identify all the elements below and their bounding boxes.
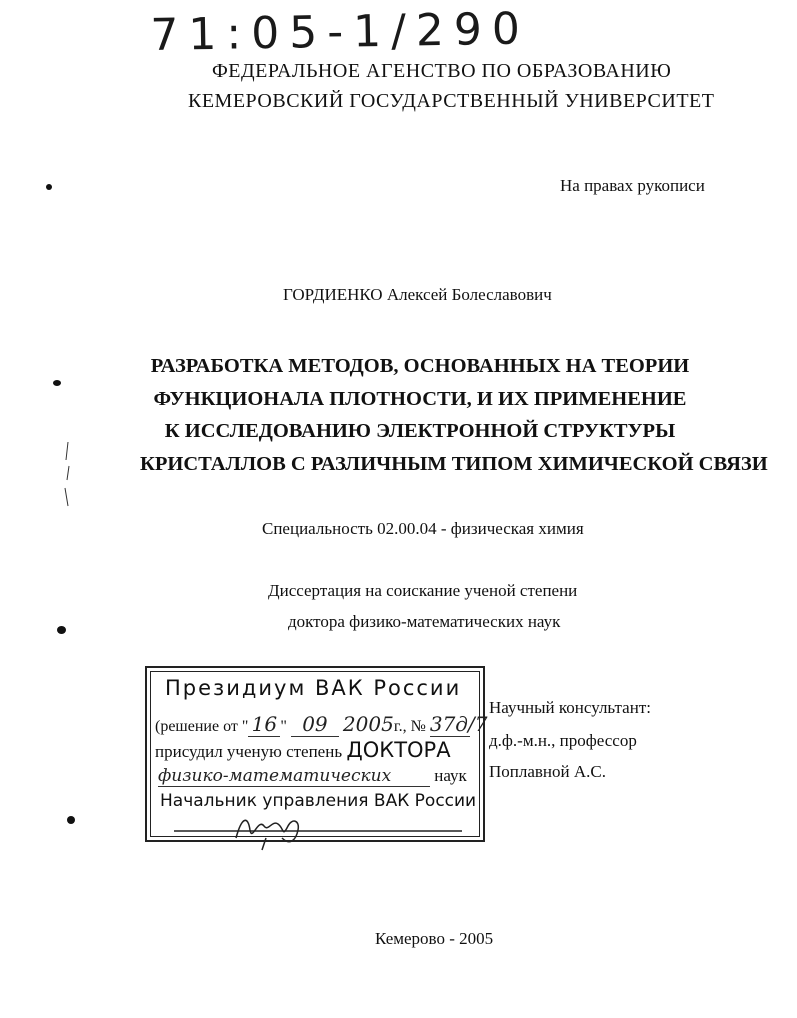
title-line: К ИССЛЕДОВАНИЮ ЭЛЕКТРОННОЙ СТРУКТУРЫ — [164, 420, 676, 442]
stamp-decision-line — [155, 712, 488, 737]
awarded-field: физико-математических — [158, 766, 430, 787]
dissertation-title — [140, 350, 768, 480]
decision-number: 37д/7 — [429, 712, 488, 736]
consultant-name: Поплавной А.С. — [489, 762, 606, 781]
decision-year-suffix: г., № — [393, 718, 426, 735]
decision-quote: " — [280, 718, 287, 735]
signature-icon — [170, 808, 470, 852]
handwritten-number: 71:05-1/290 — [150, 3, 531, 61]
stamp-chief: Начальник управления ВАК России — [160, 791, 477, 811]
scan-speck — [67, 816, 75, 824]
city-year: Кемерово - 2005 — [375, 929, 494, 948]
decision-day: 16 — [248, 712, 280, 737]
title-line: РАЗРАБОТКА МЕТОДОВ, ОСНОВАННЫХ НА ТЕОРИИ — [150, 355, 690, 377]
scan-speck — [53, 380, 61, 386]
dissertation-degree-line2: доктора физико-математических наук — [288, 612, 561, 631]
field-suffix: наук — [434, 766, 467, 785]
university-name: КЕМЕРОВСКИЙ ГОСУДАРСТВЕННЫЙ УНИВЕРСИТЕТ — [188, 90, 715, 112]
consultant-label: Научный консультант: — [489, 698, 651, 717]
decision-year: 2005 — [342, 712, 394, 736]
title-line: ФУНКЦИОНАЛА ПЛОТНОСТИ, И ИХ ПРИМЕНЕНИЕ — [153, 387, 687, 410]
specialty: Специальность 02.00.04 - физическая химия — [262, 519, 584, 538]
dissertation-degree-line1: Диссертация на соискание ученой степени — [268, 581, 578, 600]
rights-note: На правах рукописи — [560, 176, 705, 195]
decision-month: 09 — [291, 712, 339, 737]
agency-name: ФЕДЕРАЛЬНОЕ АГЕНСТВО ПО ОБРАЗОВАНИЮ — [212, 60, 672, 82]
awarded-prefix: присудил ученую степень — [155, 742, 343, 761]
title-line: КРИСТАЛЛОВ С РАЗЛИЧНЫМ ТИПОМ ХИМИЧЕСКОЙ СВЯЗИ — [140, 452, 768, 475]
stamp-awarded-line — [155, 738, 451, 762]
stamp-heading: Президиум ВАК России — [165, 676, 462, 700]
scan-speck — [46, 184, 52, 190]
awarded-degree: ДОКТОРА — [346, 738, 451, 762]
author-name: ГОРДИЕНКО Алексей Болеславович — [283, 285, 552, 304]
scan-mark — [60, 440, 74, 510]
decision-prefix: (решение от " — [155, 718, 249, 735]
stamp-field-line — [158, 766, 467, 787]
scan-speck — [57, 626, 66, 634]
consultant-degree: д.ф.-м.н., профессор — [489, 731, 637, 750]
